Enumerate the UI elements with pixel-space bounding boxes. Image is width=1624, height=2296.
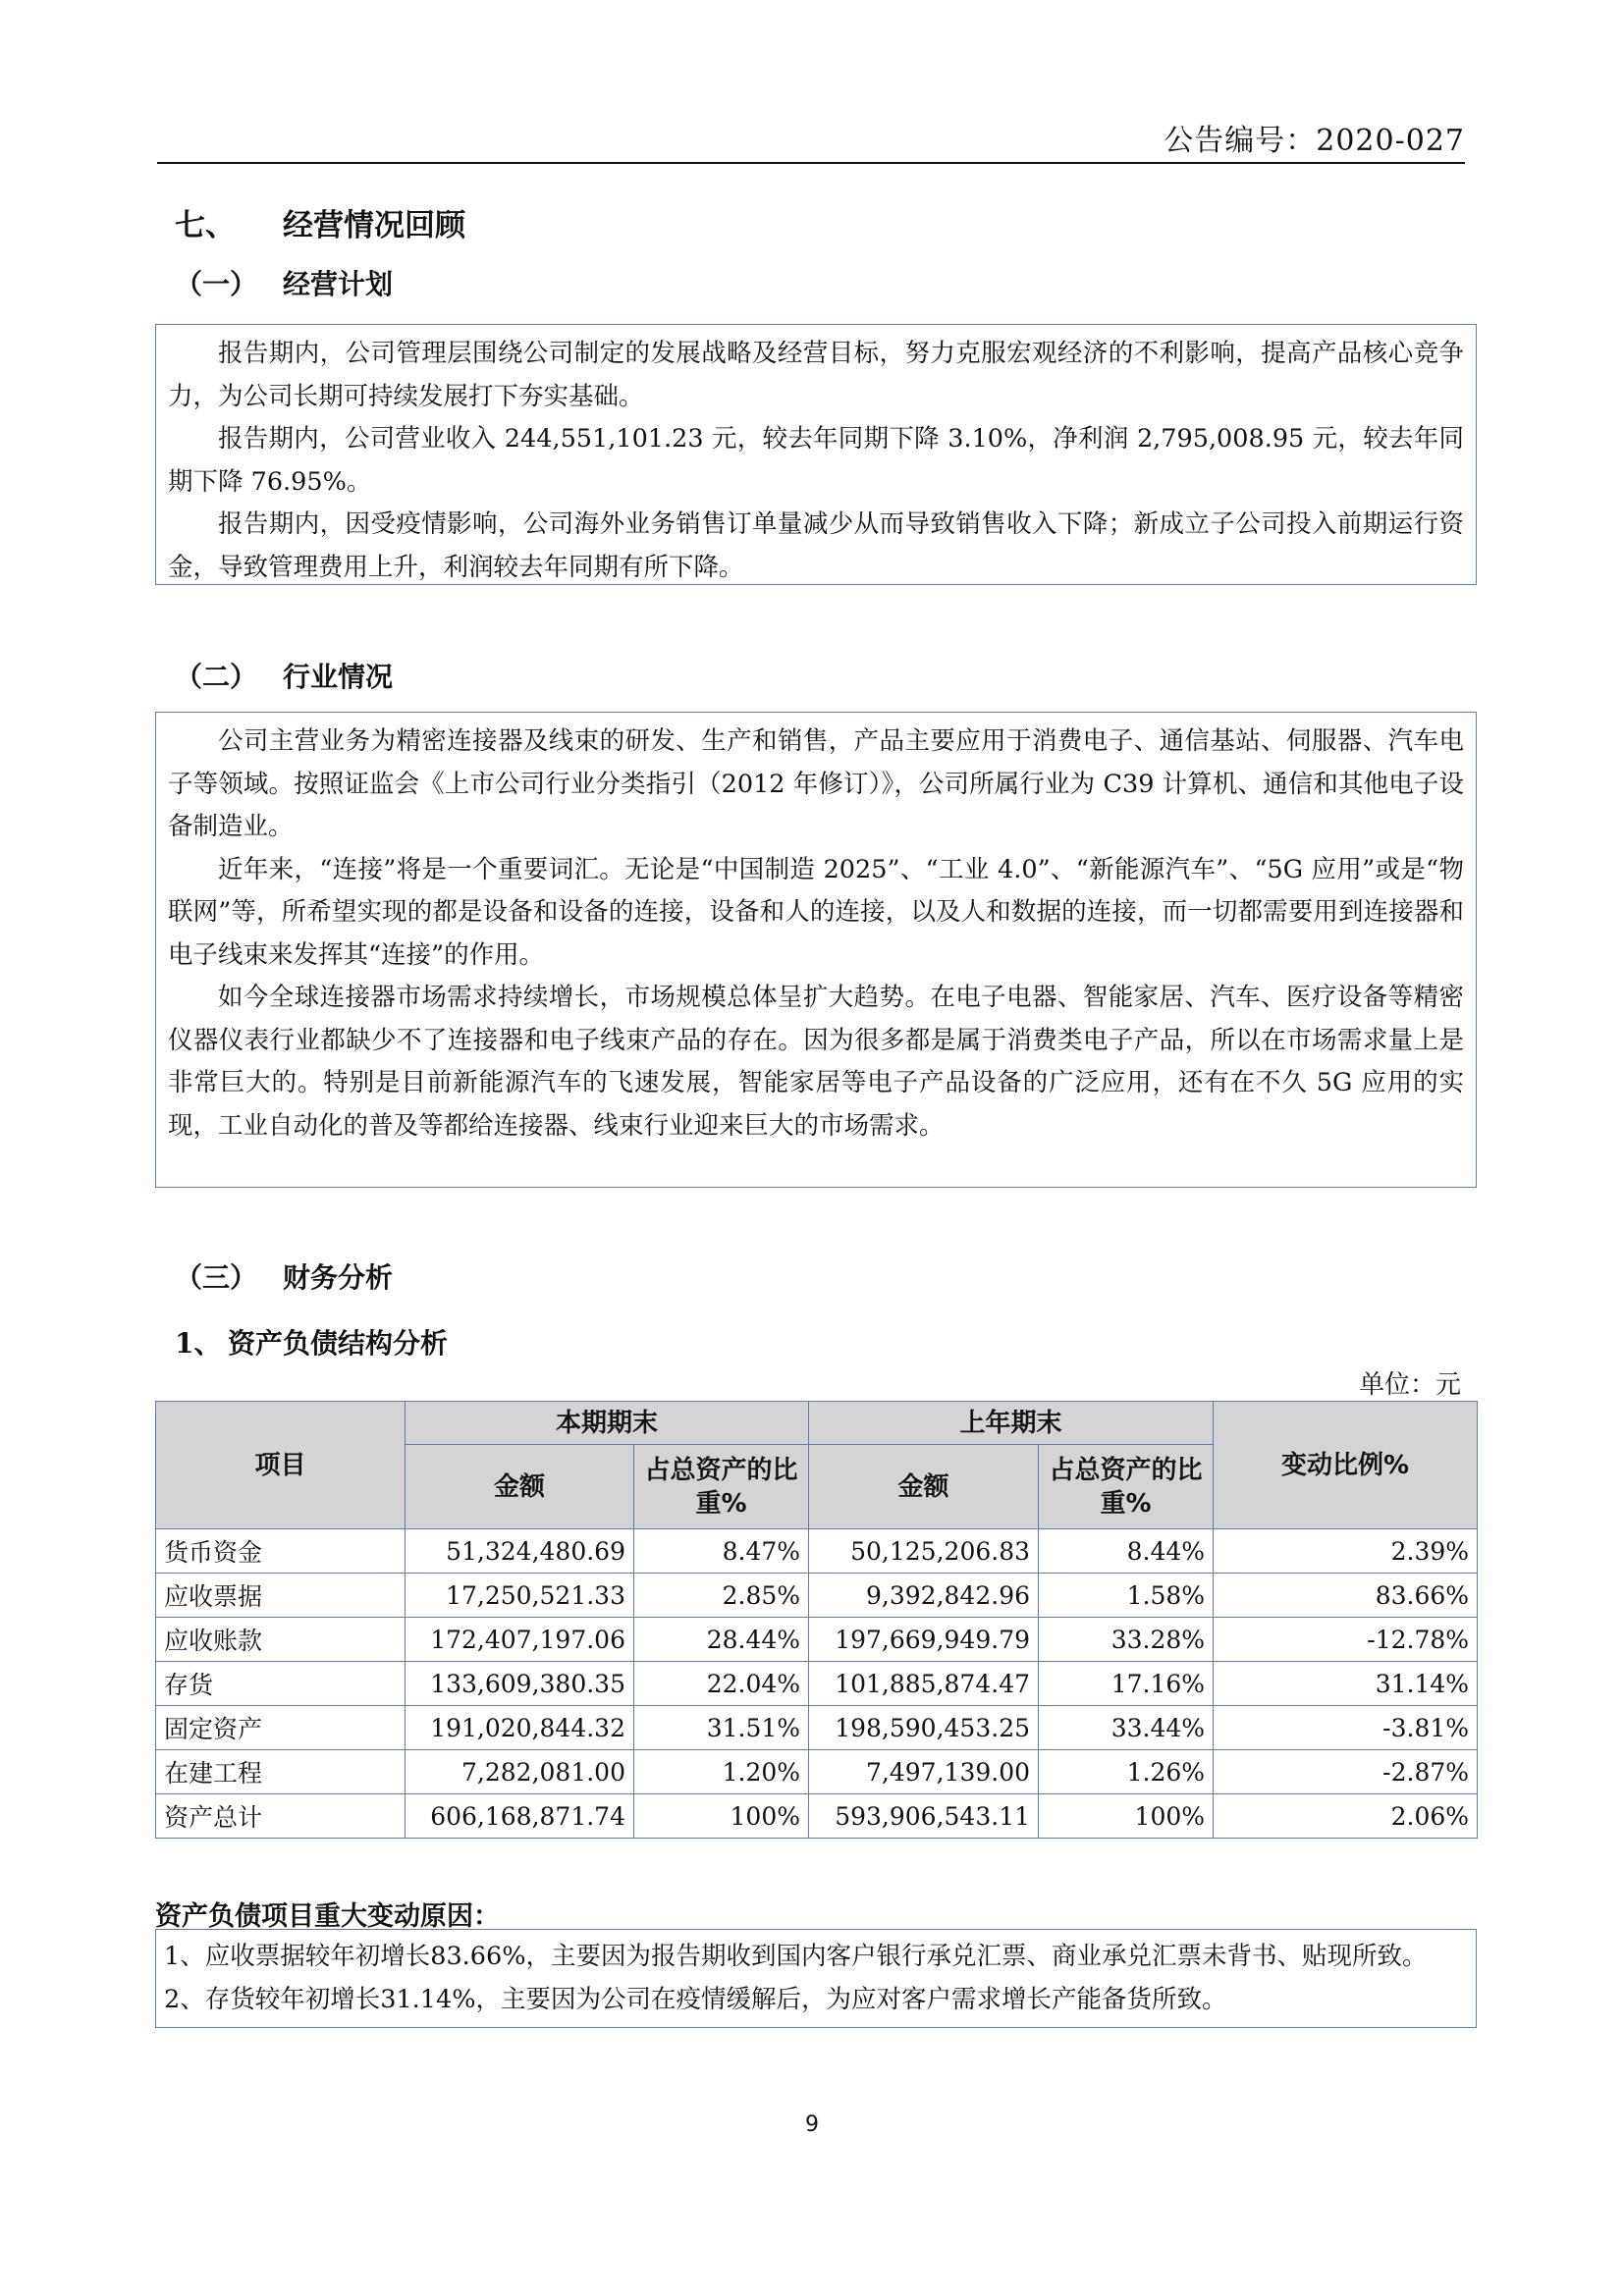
table-row <box>156 1750 1478 1794</box>
current-ratio: 28.44% <box>634 1618 809 1662</box>
previous-ratio: 8.44% <box>1039 1529 1214 1574</box>
previous-amount: 50,125,206.83 <box>809 1529 1039 1574</box>
header-ratio: 占总资产的比重% <box>634 1445 809 1529</box>
section-number: 七、 <box>175 208 236 243</box>
previous-ratio: 33.28% <box>1039 1618 1214 1662</box>
paragraph: 近年来，“连接”将是一个重要词汇。无论是“中国制造 2025”、“工业 4.0”、“新能源汽车”、“5G 应用”或是“物联网”等，所希望实现的都是设备和设备的连接，设备和人的连接，以及人和数据的连接，而一切都需要用到连接器和电子线束来发挥其“连接”的作用。 <box>168 854 1464 970</box>
change-ratio: -3.81% <box>1214 1706 1478 1750</box>
paragraph: 公司主营业务为精密连接器及线束的研发、生产和销售，产品主要应用于消费电子、通信基站、伺服器、汽车电子等领域。按照证监会《上市公司行业分类指引（2012 年修订）》，公司所属行业为 C39 计算机、通信和其他电子设备制造业。 <box>168 726 1464 841</box>
current-ratio: 2.85% <box>634 1574 809 1618</box>
header-item: 项目 <box>156 1402 406 1529</box>
current-ratio: 31.51% <box>634 1706 809 1750</box>
current-amount: 133,609,380.35 <box>406 1662 634 1706</box>
subsection-heading-balance <box>175 1322 448 1362</box>
table-row <box>156 1794 1478 1839</box>
paragraph: 报告期内，因受疫情影响，公司海外业务销售订单量减少从而导致销售收入下降；新成立子公司投入前期运行资金，导致管理费用上升，利润较去年同期有所下降。 <box>168 509 1464 582</box>
table-row <box>156 1618 1478 1662</box>
subsection-heading-finance <box>175 1256 393 1296</box>
previous-amount: 197,669,949.79 <box>809 1618 1039 1662</box>
row-item: 货币资金 <box>156 1529 406 1574</box>
reasons-title: 资产负债项目重大变动原因： <box>155 1901 500 1932</box>
change-ratio: 2.39% <box>1214 1529 1478 1574</box>
change-ratio: -12.78% <box>1214 1618 1478 1662</box>
subsection-title: 经营计划 <box>283 268 394 300</box>
page-number: 9 <box>805 2112 819 2137</box>
subsection-heading-plan <box>175 263 393 302</box>
subsection-number: （一） <box>175 268 258 300</box>
current-amount: 191,020,844.32 <box>406 1706 634 1750</box>
business-plan-box <box>155 324 1477 585</box>
header-change: 变动比例% <box>1214 1402 1478 1529</box>
reason-item: 1、应收票据较年初增长83.66%，主要因为报告期收到国内客户银行承兑汇票、商业承兑汇票未背书、贴现所致。 <box>164 1942 1428 1971</box>
header-previous-period: 上年期末 <box>809 1402 1214 1445</box>
subsection-number: （三） <box>175 1261 258 1294</box>
table-row <box>156 1574 1478 1618</box>
header-amount: 金额 <box>406 1445 634 1529</box>
previous-amount: 101,885,874.47 <box>809 1662 1039 1706</box>
current-amount: 51,324,480.69 <box>406 1529 634 1574</box>
current-ratio: 100% <box>634 1794 809 1839</box>
previous-amount: 7,497,139.00 <box>809 1750 1039 1794</box>
row-item: 应收账款 <box>156 1618 406 1662</box>
reasons-box <box>155 1929 1477 2028</box>
previous-ratio: 100% <box>1039 1794 1214 1839</box>
row-item: 存货 <box>156 1662 406 1706</box>
change-ratio: 83.66% <box>1214 1574 1478 1618</box>
row-item: 固定资产 <box>156 1706 406 1750</box>
balance-sheet-table <box>155 1401 1478 1839</box>
change-ratio: 31.14% <box>1214 1662 1478 1706</box>
paragraph: 报告期内，公司管理层围绕公司制定的发展战略及经营目标，努力克服宏观经济的不利影响，提高产品核心竞争力，为公司长期可持续发展打下夯实基础。 <box>168 339 1464 411</box>
header-ratio: 占总资产的比重% <box>1039 1445 1214 1529</box>
previous-ratio: 1.58% <box>1039 1574 1214 1618</box>
row-item: 资产总计 <box>156 1794 406 1839</box>
header-amount: 金额 <box>809 1445 1039 1529</box>
paragraph: 报告期内，公司营业收入 244,551,101.23 元，较去年同期下降 3.10%，净利润 2,795,008.95 元，较去年同期下降 76.95%。 <box>168 424 1464 497</box>
current-ratio: 8.47% <box>634 1529 809 1574</box>
industry-box <box>155 712 1477 1188</box>
reason-item: 2、存货较年初增长31.14%，主要因为公司在疫情缓解后，为应对客户需求增长产能备货所致。 <box>164 1984 1227 2014</box>
section-title: 经营情况回顾 <box>283 208 465 243</box>
subsection-title: 资产负债结构分析 <box>228 1327 449 1360</box>
subsection-title: 财务分析 <box>283 1261 394 1294</box>
unit-label: 单位：元 <box>1358 1370 1461 1400</box>
current-amount: 17,250,521.33 <box>406 1574 634 1618</box>
announcement-number: 公告编号：2020-027 <box>1164 124 1465 158</box>
subsection-number: （二） <box>175 661 258 693</box>
change-ratio: 2.06% <box>1214 1794 1478 1839</box>
current-amount: 7,282,081.00 <box>406 1750 634 1794</box>
previous-amount: 593,906,543.11 <box>809 1794 1039 1839</box>
current-amount: 606,168,871.74 <box>406 1794 634 1839</box>
paragraph: 如今全球连接器市场需求持续增长，市场规模总体呈扩大趋势。在电子电器、智能家居、汽车、医疗设备等精密仪器仪表行业都缺少不了连接器和电子线束产品的存在。因为很多都是属于消费类电子产品，所以在市场需求量上是非常巨大的。特别是目前新能源汽车的飞速发展，智能家居等电子产品设备的广泛应用，还有在不久 5G 应用的实现，工业自动化的普及等都给连接器、线束行业迎来巨大的市场需求。 <box>168 983 1464 1141</box>
header-rule <box>157 162 1465 164</box>
subsection-title: 行业情况 <box>283 661 394 693</box>
previous-amount: 9,392,842.96 <box>809 1574 1039 1618</box>
header-current-period: 本期期末 <box>406 1402 809 1445</box>
previous-ratio: 1.26% <box>1039 1750 1214 1794</box>
change-ratio: -2.87% <box>1214 1750 1478 1794</box>
subsection-number: 1、 <box>175 1327 222 1360</box>
row-item: 应收票据 <box>156 1574 406 1618</box>
subsection-heading-industry <box>175 656 393 695</box>
previous-ratio: 33.44% <box>1039 1706 1214 1750</box>
table-row <box>156 1706 1478 1750</box>
current-ratio: 22.04% <box>634 1662 809 1706</box>
current-amount: 172,407,197.06 <box>406 1618 634 1662</box>
previous-amount: 198,590,453.25 <box>809 1706 1039 1750</box>
previous-ratio: 17.16% <box>1039 1662 1214 1706</box>
table-row <box>156 1529 1478 1574</box>
section-heading <box>175 200 465 244</box>
table-row <box>156 1662 1478 1706</box>
current-ratio: 1.20% <box>634 1750 809 1794</box>
row-item: 在建工程 <box>156 1750 406 1794</box>
